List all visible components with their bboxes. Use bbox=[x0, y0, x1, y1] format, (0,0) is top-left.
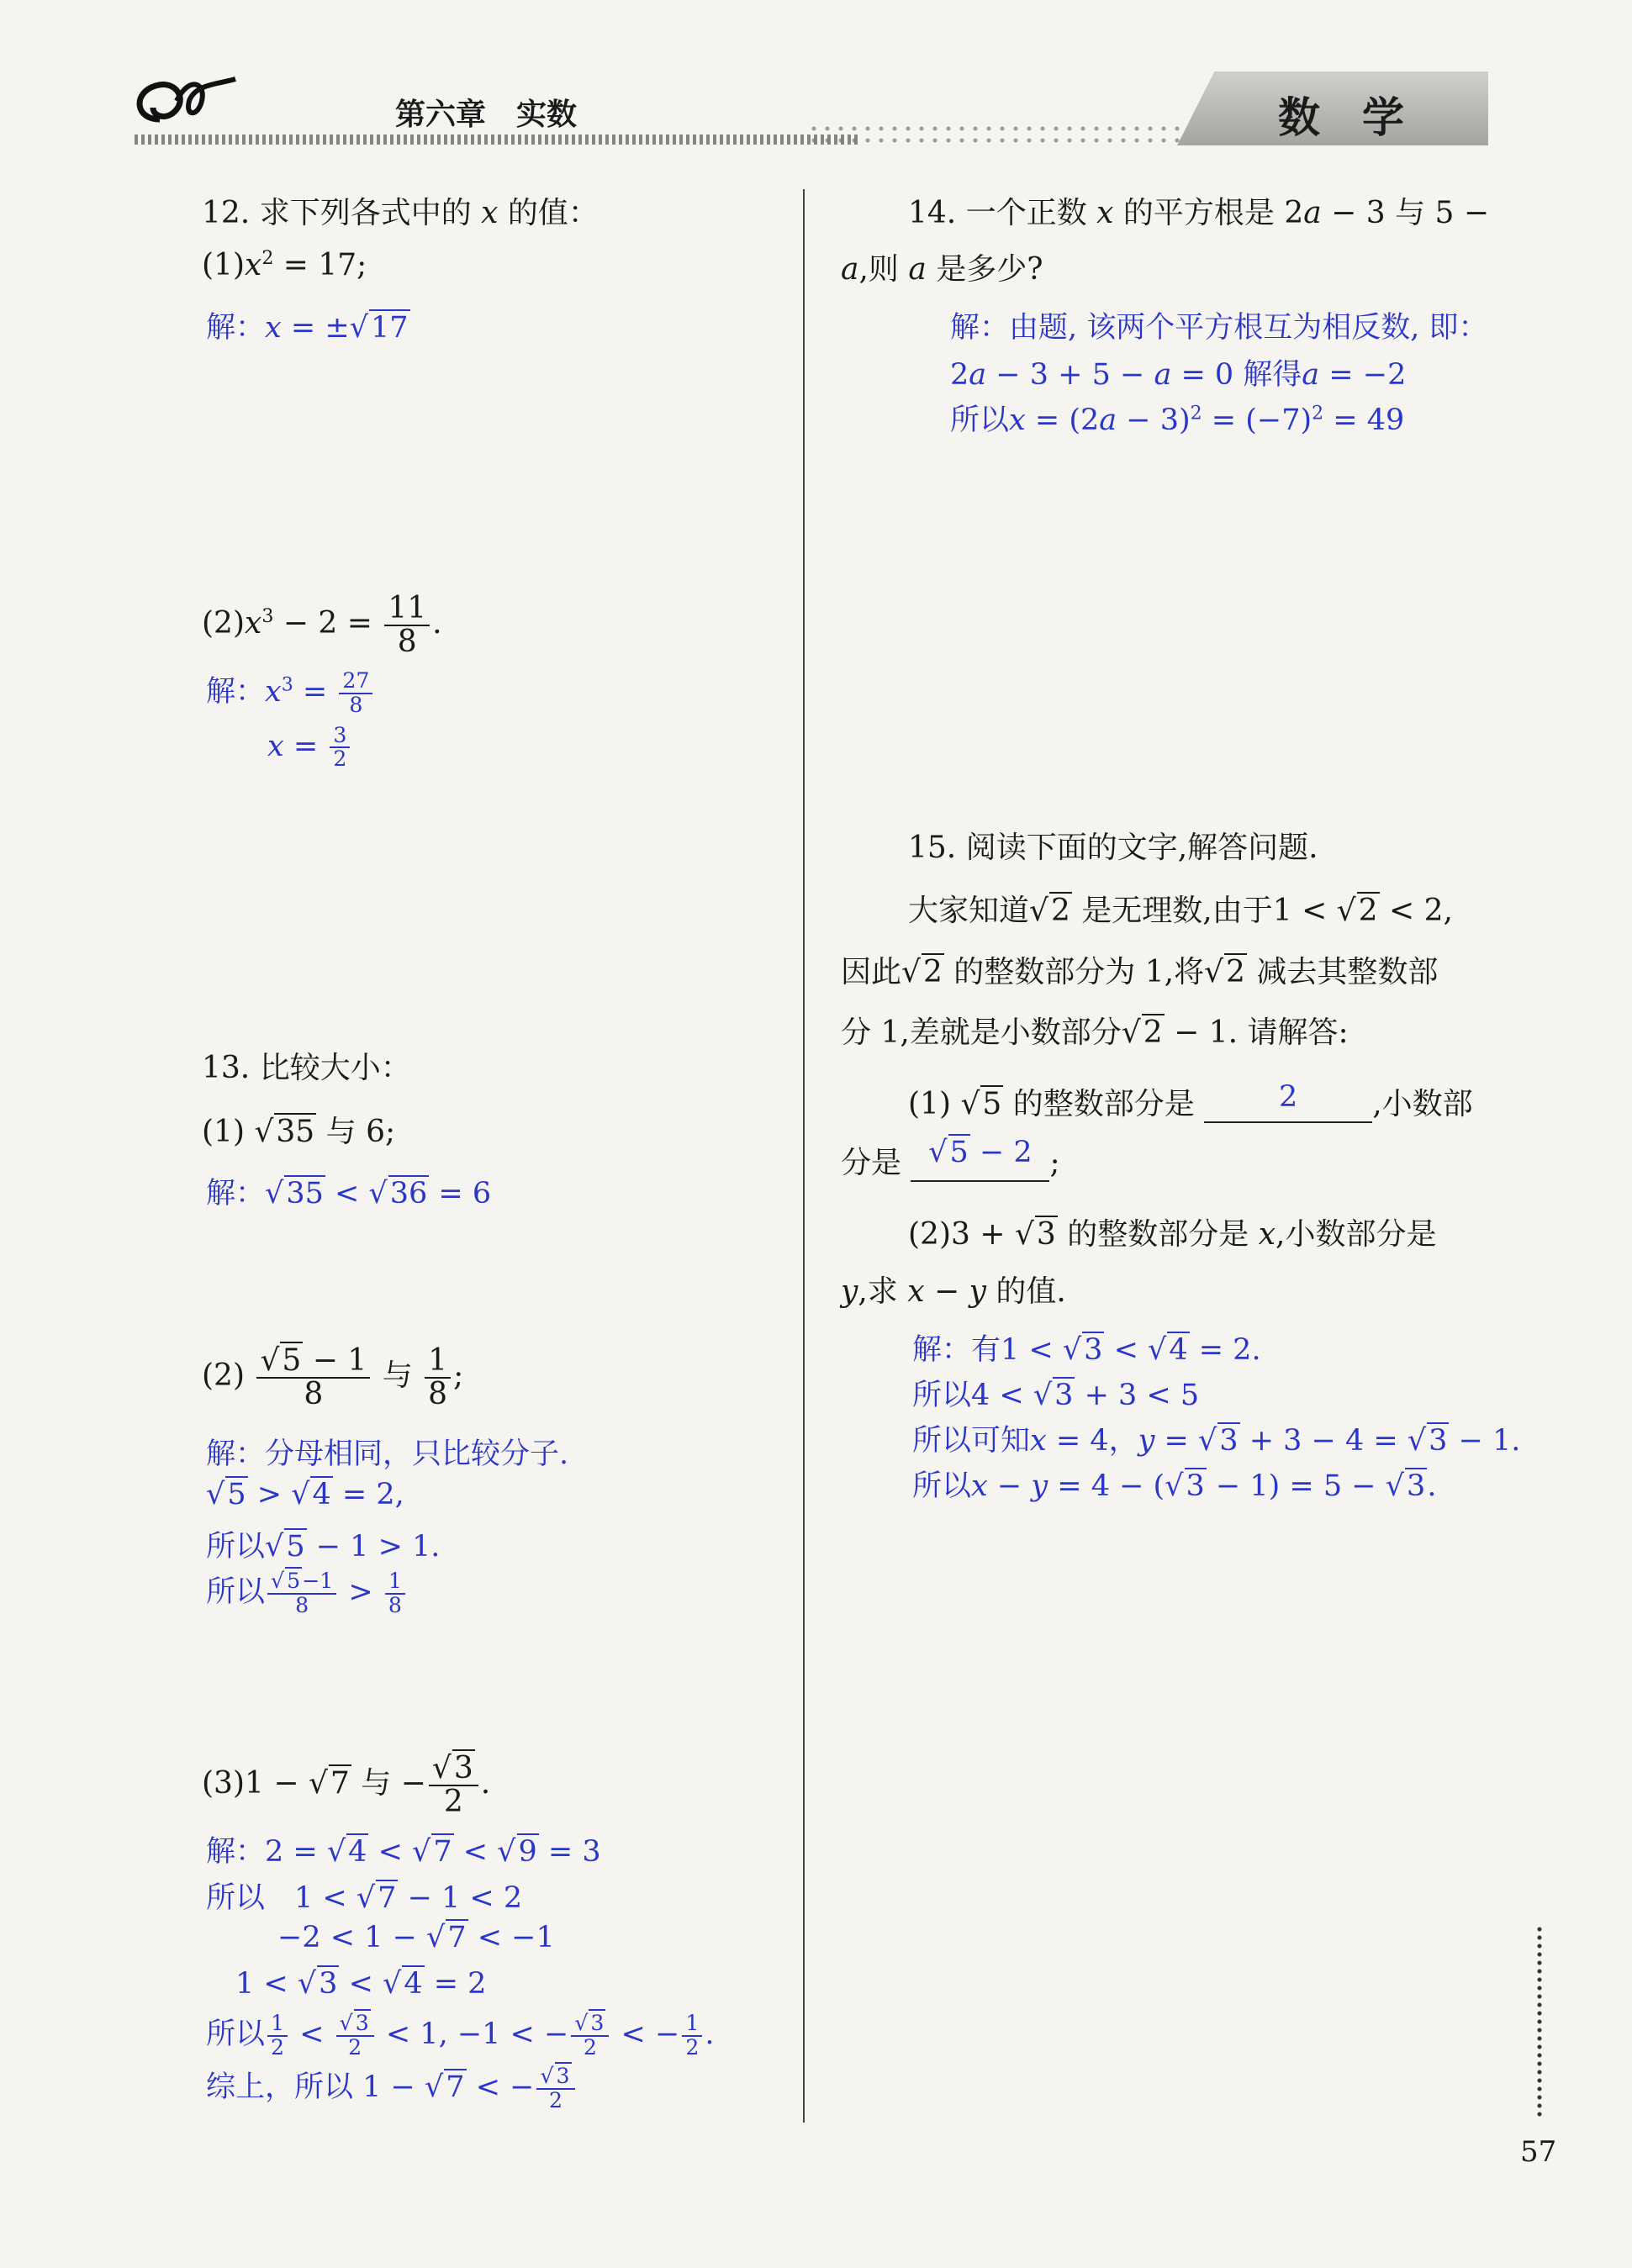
q14-answer-line3: 所以$x = (2a - 3)^2 = (-7)^2 = 49$ bbox=[950, 403, 1405, 437]
q15-part2-line2: y,求 x − y 的值. bbox=[841, 1274, 1066, 1309]
q13-answer2-line3: 所以√5 − 1 > 1. bbox=[206, 1530, 441, 1564]
q14-answer-line2: 2a − 3 + 5 − a = 0 解得a = −2 bbox=[950, 358, 1407, 392]
q15-blank2-answer: √5 − 2 bbox=[928, 1136, 1033, 1169]
header-dotted-band bbox=[807, 123, 1211, 146]
q15-answer-line2: 所以4 < √3 + 3 < 5 bbox=[912, 1379, 1200, 1412]
q14-answer-line1: 解：由题, 该两个平方根互为相反数, 即： bbox=[950, 311, 1488, 345]
q13-answer2-line2: √5 > √4 = 2, bbox=[206, 1478, 404, 1511]
q13-part3: (3)1 − √7 与 − $\frac{√3}{2}$ . bbox=[202, 1751, 491, 1819]
q15-answer-line3: 所以可知x = 4，y = √3 + 3 − 4 = √3 − 1. bbox=[912, 1424, 1521, 1458]
q15-title: 15. 阅读下面的文字,解答问题. bbox=[908, 831, 1318, 865]
q15-text-line2: 因此√2 的整数部分为 1,将√2 减去其整数部 bbox=[841, 955, 1439, 989]
q12-part1: $(1)x^2 = 17$; bbox=[202, 248, 367, 282]
q13-answer3-line2: 所以 1 < √7 − 1 < 2 bbox=[206, 1881, 523, 1915]
q13-answer2-line1: 解：分母相同，只比较分子. bbox=[206, 1437, 569, 1471]
q13-answer3-line5: 所以 $\frac{1}{2}$ < $\frac{√ 3}{2}$ < 1, −1 < − $\frac{√ 3}{2}$ < − $\frac{1}{2}$ . bbox=[206, 2011, 715, 2060]
subject-title: 数 学 bbox=[1278, 93, 1404, 142]
q15-text-line1: 大家知道√2 是无理数,由于1 < √2 < 2, bbox=[908, 894, 1453, 928]
q15-part1-line1: (1) √5 的整数部分是 2 ,小数部 bbox=[908, 1080, 1473, 1121]
q13-part2: (2) $\frac{√5 - 1}{8}$ 与 $\frac{1}{8}$ ; bbox=[202, 1343, 464, 1411]
q12-answer1: 解：x = ±√17 bbox=[206, 311, 409, 345]
q13-answer3-line4: 1 < √3 < √4 = 2 bbox=[235, 1967, 487, 2001]
page-edge-dots bbox=[1537, 1925, 1542, 2118]
q14-line1: 14. 一个正数 x 的平方根是 2a − 3 与 5 − bbox=[908, 196, 1490, 230]
q15-blank1-answer: 2 bbox=[1279, 1080, 1298, 1114]
q15-part2-line1: (2)3 + √3 的整数部分是 x,小数部分是 bbox=[908, 1217, 1437, 1252]
q15-answer-line1: 解：有1 < √3 < √4 = 2. bbox=[912, 1333, 1261, 1367]
q13-answer2-line4: 所以 $\frac{√ 5-1}{8}$ > $\frac{1}{8}$ bbox=[206, 1569, 408, 1617]
q13-title: 13. 比较大小： bbox=[202, 1051, 411, 1085]
q15-answer-line4: 所以x − y = 4 − (√3 − 1) = 5 − √3. bbox=[912, 1469, 1437, 1503]
q14-line2: a,则 a 是多少? bbox=[841, 252, 1043, 287]
chapter-logo-icon bbox=[126, 67, 244, 134]
header-dotted-rule bbox=[135, 134, 858, 145]
chapter-title: 第六章 实数 bbox=[395, 98, 578, 132]
q15-text-line3: 分 1,差就是小数部分√2 − 1. 请解答: bbox=[841, 1015, 1349, 1050]
column-divider bbox=[803, 189, 805, 2123]
page-number: 57 bbox=[1520, 2135, 1557, 2169]
q15-part1-line2: 分是 √5 − 2 ; bbox=[841, 1136, 1060, 1180]
q12-answer2-line1: 解：$x^3$ = $\frac{27}{8}$ bbox=[206, 668, 375, 716]
q13-answer3-line1: 解：2 = √4 < √7 < √9 = 3 bbox=[206, 1835, 601, 1869]
q12-title: 12. 求下列各式中的 x 的值： bbox=[202, 196, 599, 230]
q13-part1: (1) √35 与 6; bbox=[202, 1115, 396, 1149]
q13-answer3-line3: −2 < 1 − √7 < −1 bbox=[277, 1921, 555, 1954]
q13-answer1: 解：√35 < √36 = 6 bbox=[206, 1177, 492, 1210]
q12-answer2-line2: x = $\frac{3}{2}$ bbox=[267, 725, 352, 771]
q13-answer3-line6: 综上，所以 1 − √7 < − $\frac{√ 3}{2}$ bbox=[206, 2064, 578, 2112]
q12-part2: $(2)x^3 - 2$ = $\frac{11}{8}$ . bbox=[202, 591, 442, 659]
